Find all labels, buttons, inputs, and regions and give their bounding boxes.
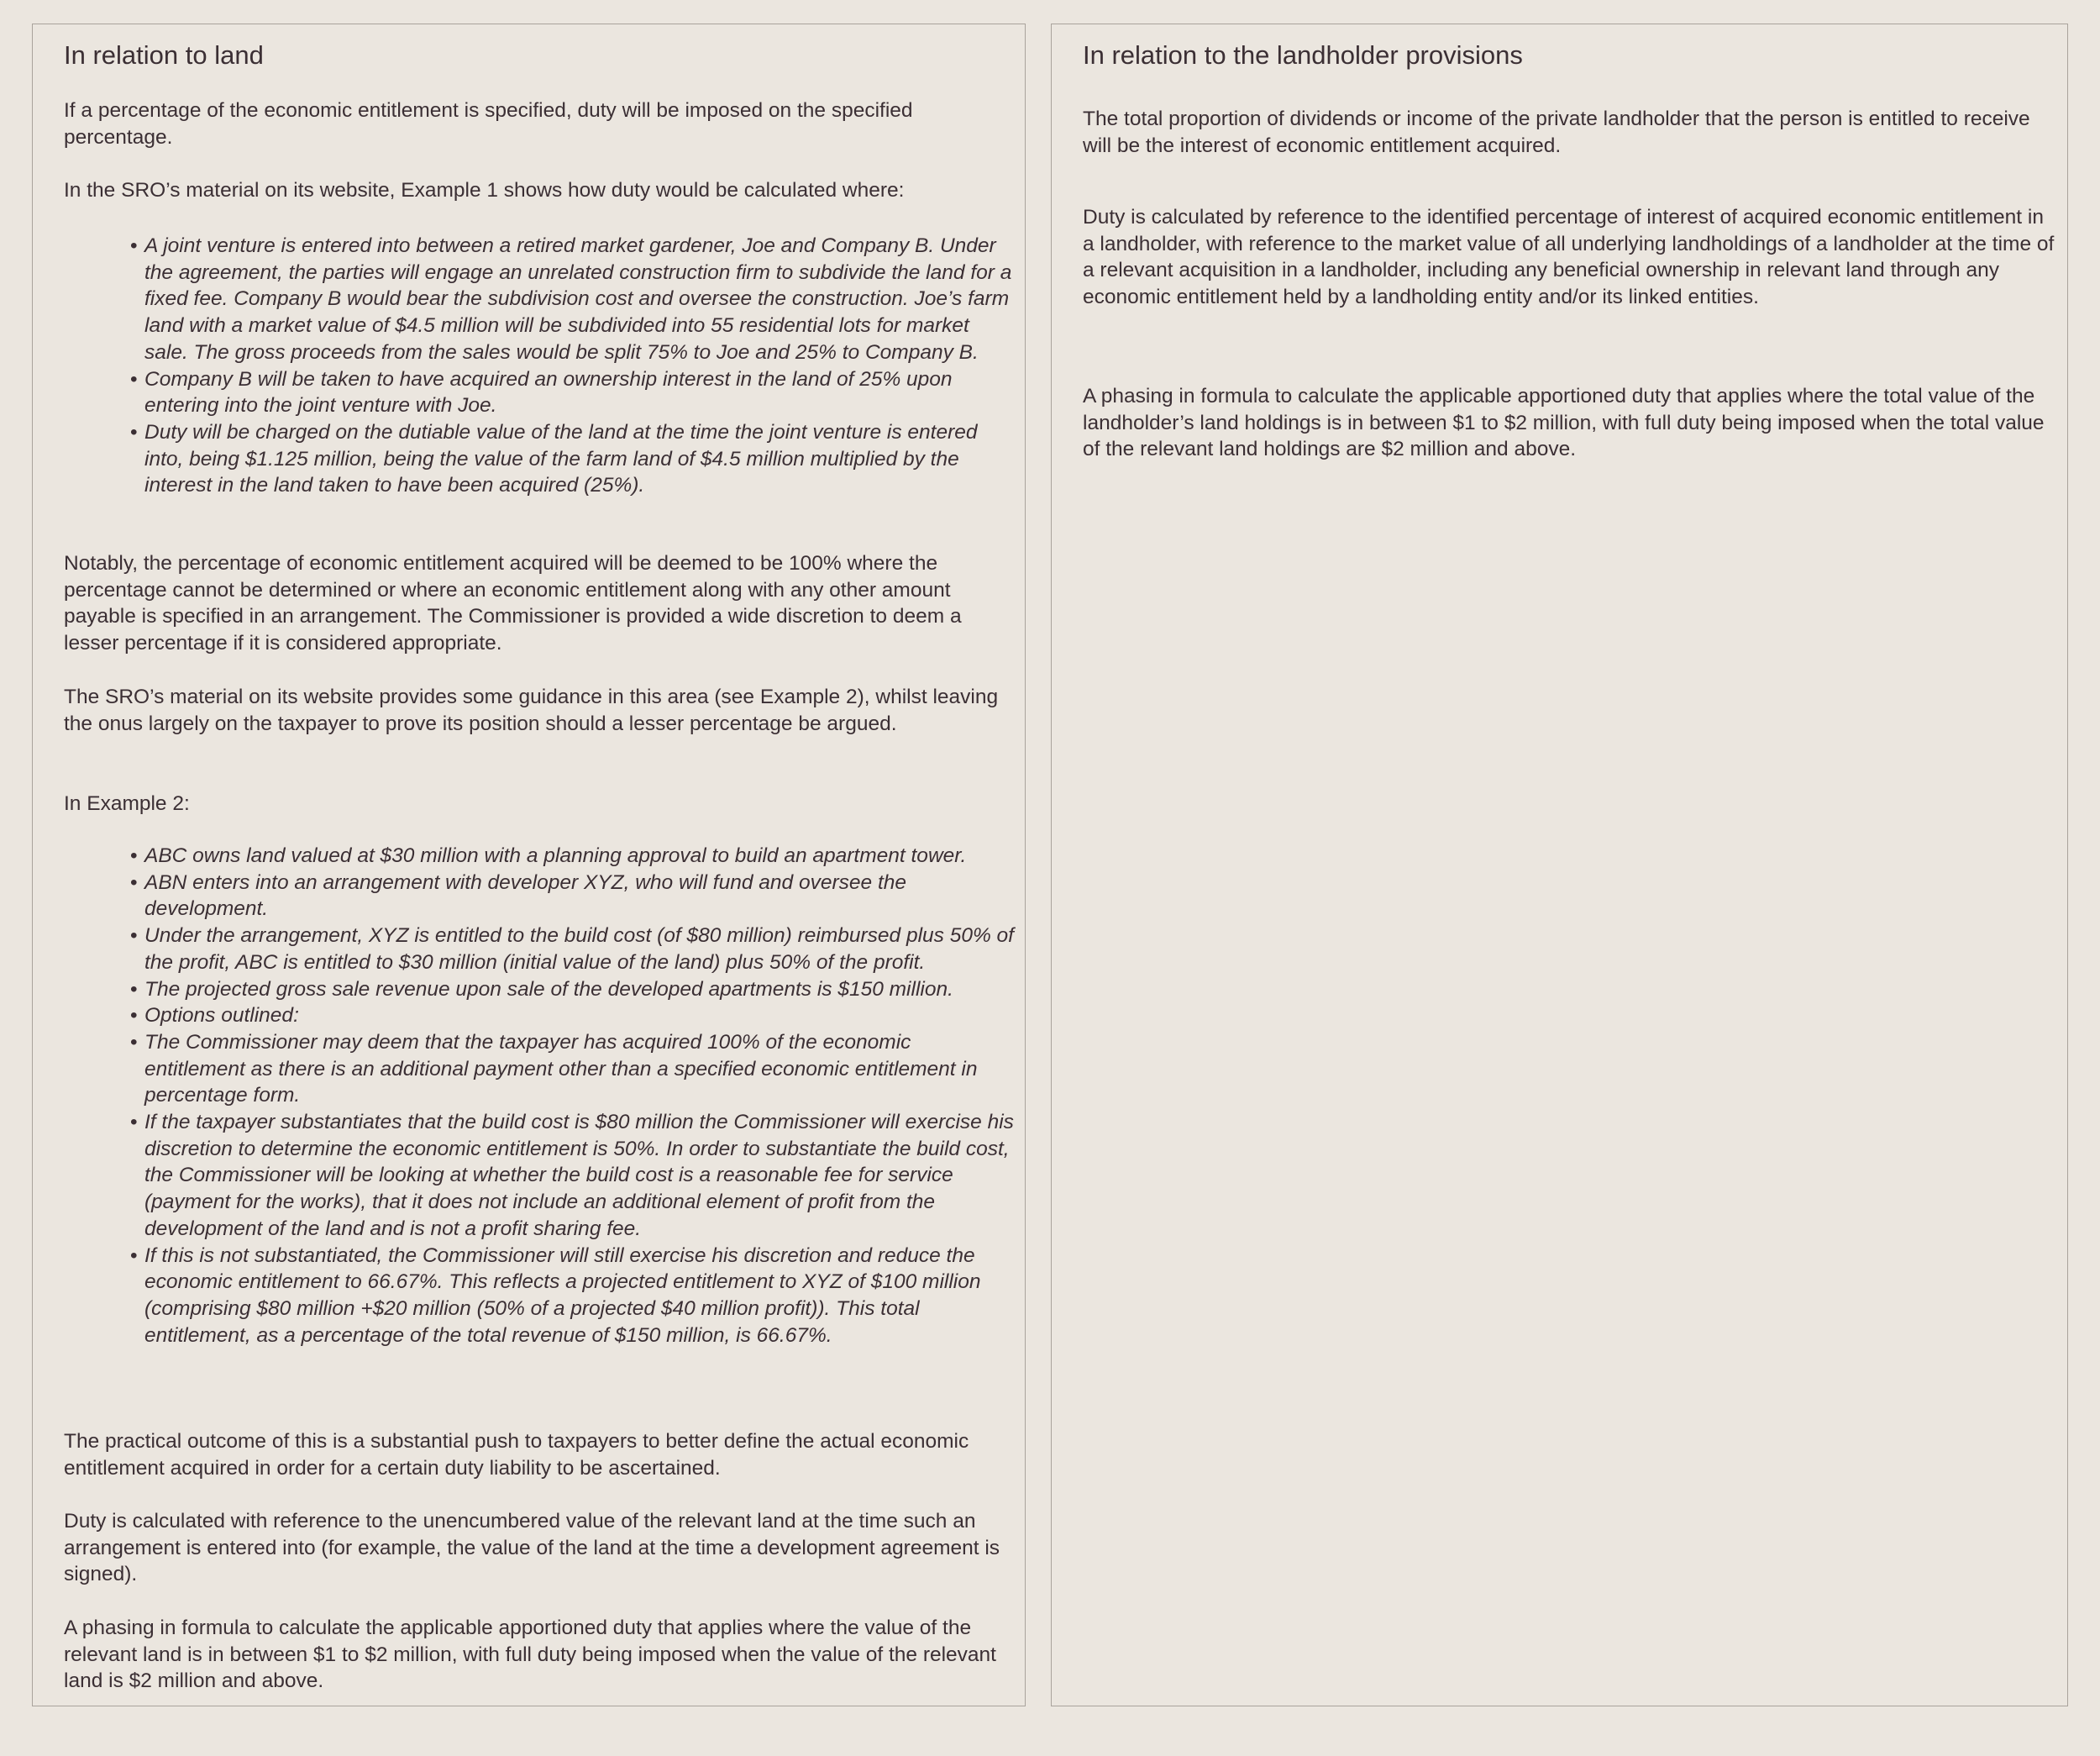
list-item: • Options outlined: bbox=[130, 1002, 1016, 1029]
list-item: • A joint venture is entered into between a retired market gardener, Joe and Company B. Under the agreement, the parties will engage an unrelated construction firm to subdivide the land for a fixed fee. Company B would bear the subdivision cost and oversee the construction. Joe’s farm land with a market value of $4.5 million will be subdivided into 55 residential lots for market sale. The gross proceeds from the sales would be split 75% to Joe and 25% to Company B. bbox=[130, 233, 1016, 366]
list-item: • The Commissioner may deem that the taxpayer has acquired 100% of the economic entitlement as there is an additional payment other than a specified economic entitlement in percentage form. bbox=[130, 1029, 1016, 1109]
paragraph-example2-intro: In Example 2: bbox=[64, 792, 190, 815]
list-item: • Company B will be taken to have acquired an ownership interest in the land of 25% upon entering into the joint venture with Joe. bbox=[130, 366, 1016, 419]
left-panel-heading: In relation to land bbox=[64, 40, 264, 70]
right-panel bbox=[1051, 24, 2068, 1706]
list-item: • Duty will be charged on the dutiable value of the land at the time the joint venture is entered into, being $1.125 million, being the value of the farm land of $4.5 million multiplied by the interest in the land taken to have been acquired (25%). bbox=[130, 419, 1016, 499]
paragraph-dividends-income: The total proportion of dividends or income of the private landholder that the person is entitled to receive will be the interest of economic entitlement acquired. bbox=[1083, 108, 2030, 157]
list-item: • The projected gross sale revenue upon sale of the developed apartments is $150 million. bbox=[130, 976, 1016, 1003]
paragraph-phasing-formula-land: A phasing in formula to calculate the applicable apportioned duty that applies where the value of the relevant land is in between $1 to $2 million, with full duty being imposed when the value of the relevant land is $2 million and above. bbox=[64, 1617, 996, 1693]
paragraph-specified-percentage: If a percentage of the economic entitlement is specified, duty will be imposed on the specified percentage. bbox=[64, 99, 913, 149]
list-item: • ABN enters into an arrangement with developer XYZ, who will fund and oversee the development. bbox=[130, 870, 1016, 923]
example1-bullet-list bbox=[130, 233, 1016, 499]
list-item: • If the taxpayer substantiates that the build cost is $80 million the Commissioner will exercise his discretion to determine the economic entitlement is 50%. In order to substantiate the build cost, the Commissioner will be looking at whether the build cost is a reasonable fee for service (payment for the works), that it does not include an additional element of profit from the development of the land and is not a profit sharing fee. bbox=[130, 1109, 1016, 1243]
paragraph-deemed-100-percent: Notably, the percentage of economic entitlement acquired will be deemed to be 100% where the percentage cannot be determined or where an economic entitlement along with any other amount payable is specified in an arrangement. The Commissioner is provided a wide discretion to deem a lesser percentage if it is considered appropriate. bbox=[64, 552, 962, 655]
list-item: • Under the arrangement, XYZ is entitled to the build cost (of $80 million) reimbursed plus 50% of the profit, ABC is entitled to $30 million (initial value of the land) plus 50% of the profit. bbox=[130, 923, 1016, 975]
list-item: • If this is not substantiated, the Commissioner will still exercise his discretion and reduce the economic entitlement to 66.67%. This reflects a projected entitlement to XYZ of $100 million (comprising $80 million +$20 million (50% of a projected $40 million profit)). This total entitlement, as a percentage of the total revenue of $150 million, is 66.67%. bbox=[130, 1243, 1016, 1349]
left-panel bbox=[32, 24, 1026, 1706]
paragraph-sro-guidance: The SRO’s material on its website provides some guidance in this area (see Example 2), whilst leaving the onus largely on the taxpayer to prove its position should a lesser percentage be argued. bbox=[64, 686, 999, 735]
paragraph-example1-intro: In the SRO’s material on its website, Example 1 shows how duty would be calculated where: bbox=[64, 179, 905, 202]
list-item: • ABC owns land valued at $30 million with a planning approval to build an apartment tower. bbox=[130, 843, 1016, 870]
paragraph-unencumbered-value: Duty is calculated with reference to the unencumbered value of the relevant land at the time such an arrangement is entered into (for example, the value of the land at the time a development agreement is signed). bbox=[64, 1510, 1000, 1586]
paragraph-duty-calculation: Duty is calculated by reference to the identified percentage of interest of acquired economic entitlement in a landholder, with reference to the market value of all underlying landholdings of a landholder at the time of a relevant acquisition in a landholder, including any beneficial ownership in relevant land through any economic entitlement held by a landholding entity and/or its linked entities. bbox=[1083, 206, 2055, 309]
paragraph-practical-outcome: The practical outcome of this is a substantial push to taxpayers to better define the actual economic entitlement acquired in order for a certain duty liability to be ascertained. bbox=[64, 1430, 969, 1480]
right-panel-heading: In relation to the landholder provisions bbox=[1083, 40, 1523, 70]
example2-bullet-list bbox=[130, 843, 1016, 1349]
paragraph-phasing-formula-landholder: A phasing in formula to calculate the applicable apportioned duty that applies where the total value of the landholder’s land holdings is in between $1 to $2 million, with full duty being imposed when the total value of the relevant land holdings are $2 million and above. bbox=[1083, 385, 2045, 461]
